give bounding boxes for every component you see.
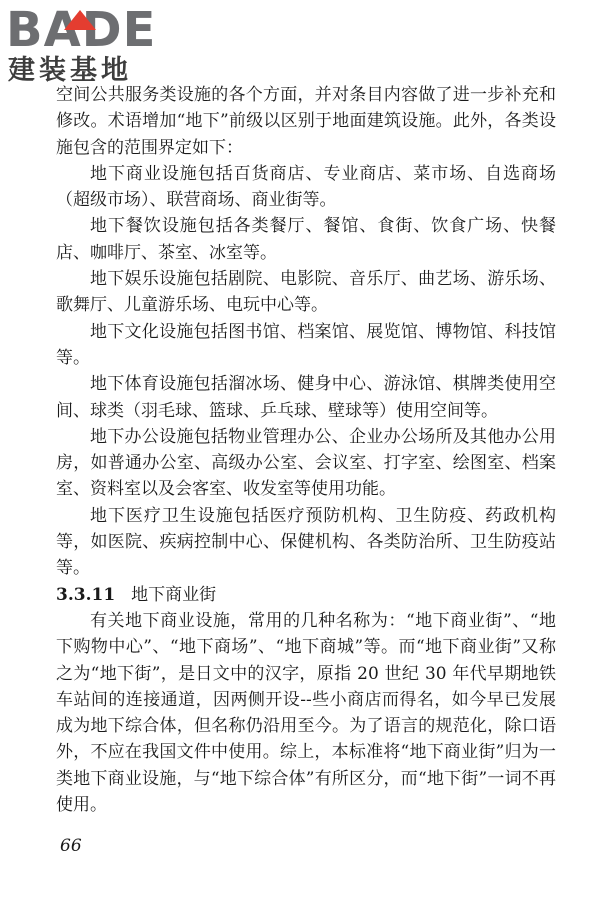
section-heading: [56, 582, 556, 608]
paragraph-section-body: 有关地下商业设施，常用的几种名称为：“地下商业街”、“地下购物中心”、“地下商场”、“地下商城”等。而“地下商业街”又称之为“地下街”，是日文中的汉字，原指 20 世纪 30 年代早期地铁车站间的连接通道，因两侧开设--些小商店而得名，如今早已发展成为地下综合体，但名称仍沿用至今。为了语言的规范化，除口语外，不应在我国文件中使用。综上，本标准将“地下商业街”归为一类地下商业设施，与“地下综合体”有所区分，而“地下街”一词不再使用。: [56, 610, 556, 816]
logo-subtitle: 建装基地: [8, 55, 132, 86]
paragraph-entertainment: 地下娱乐设施包括剧院、电影院、音乐厅、曲艺场、游乐场、歌舞厅、儿童游乐场、电玩中心等。: [56, 269, 556, 316]
logo-chevron-icon: [64, 10, 96, 30]
paragraph-commercial: 地下商业设施包括百货商店、专业商店、菜市场、自选商场（超级市场）、联营商场、商业街等。: [56, 163, 556, 211]
watermark-logo: [6, 4, 174, 88]
paragraph-culture: 地下文化设施包括图书馆、档案馆、展览馆、博物馆、科技馆等。: [56, 321, 556, 368]
paragraph-medical: 地下医疗卫生设施包括医疗预防机构、卫生防疫、药政机构等，如医院、疾病控制中心、保健机构、各类防治所、卫生防疫站等。: [56, 505, 556, 579]
paragraph-dining: 地下餐饮设施包括各类餐厅、餐馆、食街、饮食广场、快餐店、咖啡厅、茶室、冰室等。: [56, 216, 556, 263]
section-number: 3.3.11: [56, 584, 116, 605]
paragraph-sports: 地下体育设施包括溜冰场、健身中心、游泳馆、棋牌类使用空间、球类（羽毛球、篮球、乒乓球、壁球等）使用空间等。: [56, 374, 556, 421]
page-number: 66: [60, 836, 82, 856]
logo-brand: BADE: [6, 2, 157, 58]
section-title: 地下商业街: [131, 584, 217, 605]
paragraph-continuation: 空间公共服务类设施的各个方面，并对条目内容做了进一步补充和修改。术语增加“地下”前级以区别于地面建筑设施。此外，各类设施包含的范围界定如下：: [56, 85, 556, 158]
paragraph-office: 地下办公设施包括物业管理办公、企业办公场所及其他办公用房，如普通办公室、高级办公室、会议室、打字室、绘图室、档案室、资料室以及会客室、收发室等使用功能。: [56, 426, 556, 500]
document-body: [56, 82, 556, 818]
